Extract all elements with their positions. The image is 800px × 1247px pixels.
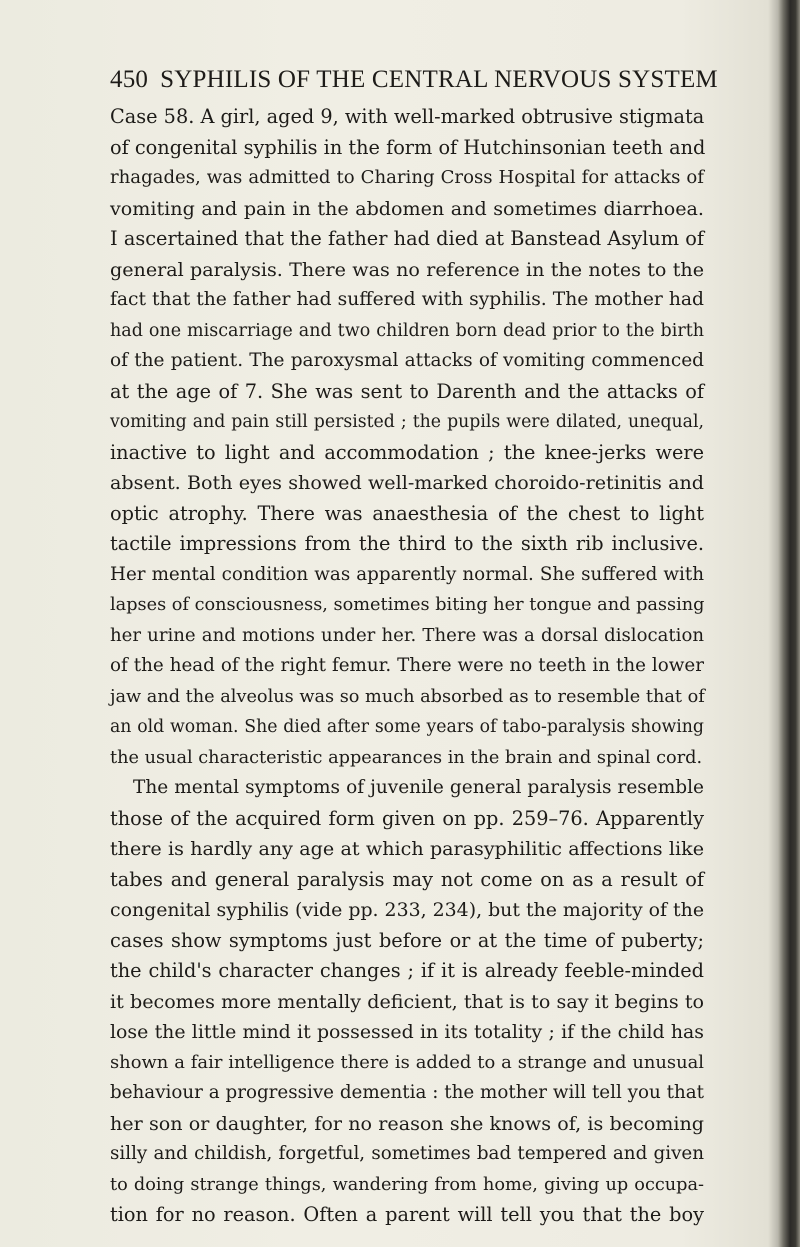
book-binding-edge (778, 0, 800, 1247)
text-line: rhagades, was admitted to Charing Cross Hospital for attacks of (110, 167, 704, 188)
text-line: of the patient. The paroxysmal attacks of vomiting commenced (110, 350, 704, 371)
text-line: shown a fair intelligence there is added to a strange and unusual (110, 1051, 704, 1073)
page-number: 450 (110, 66, 149, 93)
text-line: general paralysis. There was no reference in the notes to the (110, 257, 704, 281)
text-line: inactive to light and accommodation ; the knee-jerks were (110, 440, 704, 464)
text-line: the child's character changes ; if it is already feeble-minded (110, 959, 704, 982)
text-line: had one miscarriage and two children born dead prior to the birth (110, 320, 704, 341)
text-line: the usual characteristic appearances in the brain and spinal cord. (110, 747, 703, 768)
text-line: jaw and the alveolus was so much absorbed as to resemble that of (110, 686, 705, 707)
text-line: lapses of consciousness, sometimes biting her tongue and passing (110, 595, 705, 615)
text-line: tion for no reason. Often a parent will tell you that the boy (110, 1203, 704, 1226)
page-gutter-shadow (768, 0, 778, 1247)
running-title: SYPHILIS OF THE CENTRAL NERVOUS SYSTEM (160, 66, 718, 93)
text-line: Case 58. A girl, aged 9, with well-marked obtrusive stigmata (110, 105, 705, 128)
text-line: vomiting and pain in the abdomen and sometimes diarrhoea. (110, 196, 704, 220)
text-line: behaviour a progressive dementia : the mother will tell you that (110, 1082, 704, 1103)
text-line: congenital syphilis (vide pp. 233, 234), but the majority of the (110, 899, 704, 921)
text-line: it becomes more mentally deficient, that is to say it begins to (110, 989, 704, 1013)
text-line: vomiting and pain still persisted ; the pupils were dilated, unequal, (110, 412, 704, 432)
text-line: The mental symptoms of juvenile general paralysis resemble (133, 777, 704, 798)
text-line: those of the acquired form given on pp. 259–76. Apparently (110, 806, 704, 830)
text-line: fact that the father had suffered with syphilis. The mother had (110, 289, 704, 310)
text-line: I ascertained that the father had died at Banstead Asylum of (110, 227, 704, 250)
text-line: of congenital syphilis in the form of Hutchinsonian teeth and (110, 135, 706, 159)
body-text (110, 102, 704, 1231)
text-line: silly and childish, forgetful, sometimes bad tempered and given (110, 1143, 704, 1164)
text-line: absent. Both eyes showed well-marked choroido-retinitis and (110, 471, 704, 494)
text-line: her urine and motions under her. There was a dorsal dislocation (110, 624, 704, 646)
text-line: lose the little mind it possessed in its totality ; if the child has (110, 1021, 704, 1043)
text-line: tabes and general paralysis may not come on as a result of (110, 867, 704, 891)
text-line: optic atrophy. There was anaesthesia of the chest to light (110, 501, 704, 525)
text-line: there is hardly any age at which parasyphilitic affections like (110, 837, 704, 860)
text-line: at the age of 7. She was sent to Darenth and the attacks of (110, 379, 704, 403)
text-line: tactile impressions from the third to the sixth rib inclusive. (110, 532, 704, 555)
text-line: of the head of the right femur. There were no teeth in the lower (110, 655, 704, 676)
running-header (110, 66, 718, 94)
text-line: Her mental condition was apparently normal. She suffered with (110, 563, 704, 585)
text-line: her son or daughter, for no reason she knows of, is becoming (110, 1111, 704, 1135)
text-line: an old woman. She died after some years of tabo-paralysis showing (110, 717, 704, 737)
text-line: to doing strange things, wandering from home, giving up occupa- (110, 1174, 704, 1195)
text-line: cases show symptoms just before or at the time of puberty; (110, 928, 704, 952)
